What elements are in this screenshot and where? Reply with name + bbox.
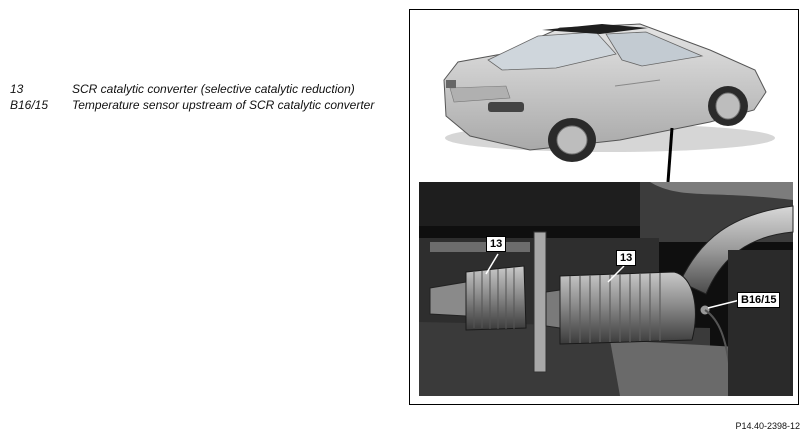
legend-text: SCR catalytic converter (selective catalytic reduction)	[72, 82, 355, 96]
figure-frame	[409, 9, 799, 405]
exhaust-detail-photo	[419, 182, 793, 396]
callout-13-left: 13	[486, 236, 506, 252]
legend-item	[10, 98, 390, 112]
figure-illustration	[410, 10, 798, 404]
legend-code: B16/15	[10, 98, 49, 112]
callout-b16-15: B16/15	[737, 292, 780, 308]
car-illustration	[444, 24, 775, 162]
legend-item	[10, 82, 390, 96]
legend-text: Temperature sensor upstream of SCR catalytic converter	[72, 98, 375, 112]
callout-13-center: 13	[616, 250, 636, 266]
figure-id: P14.40-2398-12	[735, 421, 800, 431]
legend-code: 13	[10, 82, 24, 96]
legend-list	[10, 82, 390, 114]
